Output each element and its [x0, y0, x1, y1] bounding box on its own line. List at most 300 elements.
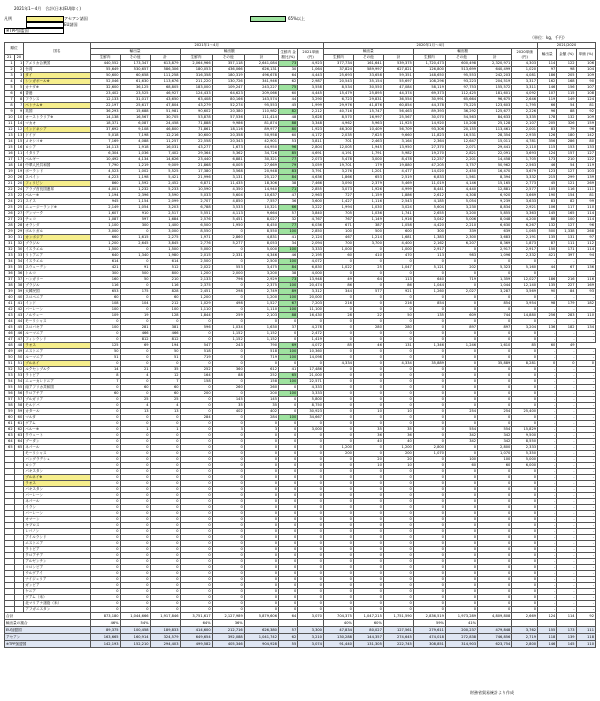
value-cell: 116	[576, 277, 595, 283]
value-cell: 0	[478, 367, 512, 373]
value-cell: 43,277	[180, 145, 212, 151]
rank-2020: 64	[14, 439, 24, 445]
rank-2020: 14	[14, 121, 24, 127]
value-cell: -	[557, 469, 576, 475]
value-cell: -	[557, 295, 576, 301]
value-cell: 0	[413, 349, 445, 355]
value-cell: 148,650	[413, 73, 445, 79]
value-cell: 23,525	[120, 91, 150, 97]
value-cell: -	[538, 481, 557, 487]
summary-value: 1,973,289	[445, 613, 477, 620]
summary-value: 59%	[413, 620, 445, 627]
value-cell: 701	[323, 139, 353, 145]
value-cell: 0	[180, 403, 212, 409]
value-cell: 3,317	[512, 79, 538, 85]
value-cell: 0	[413, 481, 445, 487]
value-cell: 6,087	[120, 121, 150, 127]
value-cell: 15,688	[120, 109, 150, 115]
value-cell: 11,823	[413, 133, 445, 139]
value-cell: 0	[90, 511, 120, 517]
value-cell: 281	[120, 325, 150, 331]
rank-2021: 14	[5, 139, 15, 145]
value-cell: 200	[323, 451, 353, 457]
value-cell: 0	[413, 589, 445, 595]
value-cell: 52,046	[90, 79, 120, 85]
value-cell: -	[576, 505, 595, 511]
summary-value	[244, 620, 278, 627]
value-cell: 0	[244, 445, 278, 451]
value-cell: 64	[353, 277, 383, 283]
value-cell: 136	[576, 265, 595, 271]
summary-value: 47,834	[323, 627, 353, 634]
value-cell: 0	[90, 475, 120, 481]
value-cell: -	[576, 565, 595, 571]
value-cell: 14,020	[413, 169, 445, 175]
value-cell: 50	[90, 349, 120, 355]
value-cell: 0	[383, 529, 413, 535]
value-cell: 89	[278, 289, 297, 295]
value-cell: 0	[120, 421, 150, 427]
value-cell: 4,185	[413, 199, 445, 205]
value-cell: 0	[298, 319, 324, 325]
value-cell: 269	[576, 181, 595, 187]
value-cell: 0	[212, 595, 244, 601]
value-cell: 0	[512, 379, 538, 385]
rank-2020: 23	[14, 217, 24, 223]
value-cell: 910	[120, 211, 150, 217]
value-cell: 1,064	[298, 67, 324, 73]
value-cell: 0	[353, 379, 383, 385]
value-cell: 124,433	[180, 91, 212, 97]
value-cell: 180,319	[212, 73, 244, 79]
value-cell: 0	[383, 481, 413, 487]
value-cell: 0	[323, 511, 353, 517]
value-cell: -	[576, 541, 595, 547]
value-cell: 0	[298, 535, 324, 541]
value-cell: 0	[445, 493, 477, 499]
value-cell: 113,676	[150, 79, 180, 85]
value-cell: 0	[353, 319, 383, 325]
value-cell: -	[538, 427, 557, 433]
value-cell: -	[576, 607, 595, 613]
country-name: ニューカレドニア	[24, 379, 90, 385]
value-cell: 1,065	[512, 229, 538, 235]
value-cell: 25	[150, 397, 180, 403]
value-cell: 8,834	[478, 205, 512, 211]
value-cell: 30,070	[413, 115, 445, 121]
rank-2020: 51	[14, 361, 24, 367]
value-cell: 64	[278, 73, 297, 79]
value-cell: 1,152	[212, 331, 244, 337]
country-name: リトアニア	[24, 253, 90, 259]
rank-2020: 16	[14, 145, 24, 151]
value-cell: 108	[576, 91, 595, 97]
value-cell: 0	[323, 325, 353, 331]
country-name: ガンビア	[24, 583, 90, 589]
value-cell: 0	[278, 451, 297, 457]
value-cell: 0	[212, 559, 244, 565]
value-cell: 0	[298, 439, 324, 445]
rank-2021: 35	[5, 265, 15, 271]
value-cell: 16,531	[445, 133, 477, 139]
value-cell: 0	[150, 421, 180, 427]
value-cell: 436,066	[212, 67, 244, 73]
value-cell: 3,954	[512, 301, 538, 307]
value-cell: 94	[576, 253, 595, 259]
summary-value: 499,582	[180, 641, 212, 648]
value-cell: 3,845	[150, 241, 180, 247]
value-cell: 2,375	[180, 283, 212, 289]
value-cell: 14,920	[413, 121, 445, 127]
value-cell: 3,230	[445, 205, 477, 211]
value-cell: 0	[298, 433, 324, 439]
value-cell: 119	[538, 97, 557, 103]
value-cell: 8,550	[512, 439, 538, 445]
value-cell: 897	[445, 325, 477, 331]
value-cell: 0	[323, 577, 353, 583]
value-cell: 402	[212, 409, 244, 415]
value-cell: -	[538, 469, 557, 475]
value-cell: 4,308	[445, 193, 477, 199]
value-cell: 0	[478, 319, 512, 325]
country-name: ブルネイ	[24, 361, 90, 367]
value-cell: -	[557, 427, 576, 433]
value-cell: 0	[278, 463, 297, 469]
value-cell: 500	[353, 229, 383, 235]
value-cell: 0	[120, 529, 150, 535]
summary-value: 324,579	[150, 634, 180, 641]
value-cell: 243	[212, 343, 244, 349]
value-cell: 1,500	[150, 247, 180, 253]
summary-label: 合計	[5, 613, 91, 620]
value-cell: 88	[212, 373, 244, 379]
value-cell: 0	[323, 397, 353, 403]
value-cell: 0	[244, 601, 278, 607]
rank-2020: 34	[14, 259, 24, 265]
value-cell: 0	[150, 589, 180, 595]
country-name: グアム	[24, 421, 90, 427]
value-cell: -	[538, 439, 557, 445]
value-cell: 99	[576, 199, 595, 205]
value-cell: 25,128	[478, 121, 512, 127]
value-cell: 0	[323, 541, 353, 547]
value-cell: 0	[323, 469, 353, 475]
country-name: フィンランド	[24, 337, 90, 343]
value-cell: 1,002	[120, 169, 150, 175]
value-cell: 36,292	[445, 109, 477, 115]
value-cell: 0	[478, 295, 512, 301]
value-cell: 159	[576, 121, 595, 127]
value-cell: 132	[557, 115, 576, 121]
rank-2021: 54	[5, 379, 15, 385]
value-cell: 0	[353, 547, 383, 553]
country-name: ブラジル	[24, 283, 90, 289]
fresh-header: 生鮮肉	[180, 55, 212, 61]
value-cell: 88	[538, 217, 557, 223]
value-cell: 40	[353, 439, 383, 445]
value-cell: 0	[180, 433, 212, 439]
value-cell: 4,191	[323, 151, 353, 157]
summary-value: 474,018	[413, 634, 445, 641]
value-cell: 0	[278, 583, 297, 589]
value-cell: 1,791	[353, 151, 383, 157]
value-cell: 87	[538, 241, 557, 247]
rank-2021: 55	[5, 385, 15, 391]
value-cell: 95,553	[244, 103, 278, 109]
value-cell: 36	[383, 433, 413, 439]
value-cell: 108	[90, 301, 120, 307]
value-cell: 93,306	[413, 127, 445, 133]
value-cell: 7,557	[244, 199, 278, 205]
value-2021-header: 輸出額	[180, 49, 278, 55]
period-2020-header: 2020年1月〜4月	[323, 43, 537, 49]
value-cell: 0	[323, 499, 353, 505]
value-cell: 0	[353, 271, 383, 277]
value-cell: -	[538, 565, 557, 571]
value-cell: 316,358	[180, 73, 212, 79]
value-cell: 0	[90, 421, 120, 427]
value-cell: 0	[298, 481, 324, 487]
value-cell: 106	[576, 61, 595, 67]
rank-2021: 4	[5, 79, 15, 85]
value-cell: 157	[557, 151, 576, 157]
country-header: 国名	[24, 43, 90, 61]
value-cell: 41,876	[353, 103, 383, 109]
value-cell: 3,000	[298, 427, 324, 433]
country-name: ハンガリー	[24, 277, 90, 283]
value-cell: 7,169	[90, 139, 120, 145]
value-cell: 109	[576, 73, 595, 79]
summary-value	[298, 620, 324, 627]
value-cell: 0	[413, 493, 445, 499]
country-name: 中華人民共和国	[24, 163, 90, 169]
summary-value: 1,041,742	[244, 634, 278, 641]
value-cell: 1,154	[120, 199, 150, 205]
value-cell: 21,868	[180, 163, 212, 169]
rank-2020: 10	[14, 115, 24, 121]
rank-2020: 38	[14, 283, 24, 289]
legend-threshold-swatch	[250, 16, 286, 22]
value-cell: 2,001	[512, 127, 538, 133]
value-cell: -	[538, 595, 557, 601]
value-cell: 5,323	[478, 265, 512, 271]
value-cell: 0	[212, 529, 244, 535]
value-cell: 0	[512, 529, 538, 535]
summary-value: 200,237	[445, 627, 477, 634]
value-cell: -	[576, 451, 595, 457]
rank-2021: 5	[5, 85, 15, 91]
value-cell: -	[576, 493, 595, 499]
value-cell: 1,198	[120, 175, 150, 181]
value-cell: 4,334	[383, 361, 413, 367]
country-name: チェコ	[24, 217, 90, 223]
value-cell: 108,296	[413, 79, 445, 85]
value-cell: 0	[120, 487, 150, 493]
value-cell: 41	[278, 367, 297, 373]
value-cell: 0	[445, 601, 477, 607]
rank-2020: 54	[14, 379, 24, 385]
value-cell: 0	[278, 577, 297, 583]
value-cell: 1,022	[323, 265, 353, 271]
country-name: ロシア	[24, 463, 90, 469]
value-cell: 0	[512, 493, 538, 499]
value-cell: -	[557, 391, 576, 397]
value-cell: 30,550	[353, 85, 383, 91]
value-cell: -	[557, 373, 576, 379]
value-cell: 2,333	[512, 445, 538, 451]
value-cell: 0	[150, 415, 180, 421]
value-cell: 109,247	[212, 85, 244, 91]
value-cell: -	[557, 511, 576, 517]
rank-2021: 20	[5, 175, 15, 181]
value-cell: 0	[298, 505, 324, 511]
value-cell: 0	[180, 397, 212, 403]
value-cell: -	[576, 577, 595, 583]
value-cell: 25,127	[244, 175, 278, 181]
value-cell: 4,420	[413, 223, 445, 229]
rank-2021: 27	[5, 217, 15, 223]
value-cell: 0	[478, 511, 512, 517]
value-cell: 0	[120, 475, 150, 481]
value-cell: 20	[383, 457, 413, 463]
summary-value: 2,836,519	[413, 613, 445, 620]
value-cell: 186	[538, 277, 557, 283]
value-cell: 5,233	[150, 187, 180, 193]
value-cell: 35	[383, 427, 413, 433]
summary-value: 92	[576, 613, 595, 620]
value-cell: 2,921	[512, 205, 538, 211]
value-cell: 3	[212, 427, 244, 433]
rank-2020: 4	[14, 79, 24, 85]
value-cell: 111	[576, 187, 595, 193]
value-cell: 36	[278, 199, 297, 205]
value-cell: 0	[278, 361, 297, 367]
value-cell: 4,999	[383, 187, 413, 193]
rank-2020: 32	[14, 241, 24, 247]
value-cell: 0	[512, 295, 538, 301]
value-cell: 95,553	[445, 73, 477, 79]
value-cell: 29,364	[180, 151, 212, 157]
value-cell: 467	[323, 235, 353, 241]
country-name: グアム（米）	[24, 595, 90, 601]
value-cell: 77	[278, 157, 297, 163]
value-cell: 4,001	[90, 187, 120, 193]
value-cell: -	[576, 391, 595, 397]
value-cell: 54	[557, 163, 576, 169]
value-cell: -	[557, 607, 576, 613]
value-cell: 0	[298, 529, 324, 535]
value-cell: 0	[244, 571, 278, 577]
value-cell: 0	[323, 607, 353, 613]
value-cell: 0	[413, 523, 445, 529]
value-cell: 14,113	[90, 145, 120, 151]
value-cell: 6,005	[212, 163, 244, 169]
fresh-ratio-header: 生鮮肉 金額比(%)	[280, 49, 296, 59]
summary-value: 40%	[323, 620, 353, 627]
value-cell: 0	[512, 481, 538, 487]
value-cell: 381	[150, 325, 180, 331]
value-cell: 0	[212, 433, 244, 439]
value-cell: 10	[383, 463, 413, 469]
summary-value	[538, 620, 557, 627]
value-cell: -	[576, 601, 595, 607]
value-cell: 0	[478, 373, 512, 379]
value-cell: 5,604	[413, 205, 445, 211]
value-cell: 800	[150, 271, 180, 277]
value-cell: 0	[512, 517, 538, 523]
value-cell: 0	[323, 523, 353, 529]
value-cell: -	[576, 421, 595, 427]
value-cell: 0	[512, 373, 538, 379]
value-cell: 25,895	[353, 91, 383, 97]
value-cell: 20,343	[212, 139, 244, 145]
value-cell: 178	[538, 115, 557, 121]
value-cell: 0	[180, 337, 212, 343]
country-name: ブラジル	[24, 241, 90, 247]
value-cell: 12,133	[90, 97, 120, 103]
value-cell: -	[557, 595, 576, 601]
value-cell: 0	[90, 589, 120, 595]
value-cell: 1,359	[478, 277, 512, 283]
value-cell: 0	[244, 505, 278, 511]
value-cell: 0	[180, 361, 212, 367]
value-cell: 0	[90, 493, 120, 499]
value-cell: 97	[538, 67, 557, 73]
value-cell: 0	[150, 319, 180, 325]
value-cell: 0	[120, 445, 150, 451]
value-cell: -	[576, 589, 595, 595]
value-cell: 0	[323, 409, 353, 415]
value-cell: 0	[353, 451, 383, 457]
value-cell: 20,474	[298, 283, 324, 289]
value-cell: -	[538, 415, 557, 421]
value-cell: 19	[120, 313, 150, 319]
value-cell: 10	[353, 463, 383, 469]
value-cell: 50,600	[90, 73, 120, 79]
value-cell: 0	[120, 553, 150, 559]
rank-2021: 48	[5, 343, 15, 349]
value-cell: 2,821	[445, 151, 477, 157]
value-cell: 4,477	[383, 169, 413, 175]
value-cell: -	[538, 271, 557, 277]
value-cell: 719	[244, 355, 278, 361]
rank-2020: 56	[14, 391, 24, 397]
value-cell: 2,935	[512, 133, 538, 139]
value-cell: 8,534	[323, 85, 353, 91]
value-cell: 2,500	[244, 259, 278, 265]
value-cell: -	[557, 421, 576, 427]
value-cell: 60	[150, 295, 180, 301]
country-name: バーレーン	[24, 511, 90, 517]
value-cell: 84	[278, 175, 297, 181]
value-cell: 44	[538, 265, 557, 271]
summary-label: ※TPP加盟国	[5, 641, 91, 648]
value-cell: 0	[180, 511, 212, 517]
value-cell: 3,533	[212, 205, 244, 211]
rank-2021: 56	[5, 391, 15, 397]
value-cell: 2,452	[150, 181, 180, 187]
value-cell: 80	[576, 139, 595, 145]
value-cell: 38	[278, 181, 297, 187]
value-cell: -	[557, 541, 576, 547]
value-cell: 0	[150, 523, 180, 529]
value-cell: 3,590	[150, 193, 180, 199]
value-cell: 0	[212, 415, 244, 421]
value-cell: 8,369	[478, 241, 512, 247]
value-cell: 0	[120, 391, 150, 397]
value-cell: 0	[512, 607, 538, 613]
value-cell: 12,647	[445, 139, 477, 145]
